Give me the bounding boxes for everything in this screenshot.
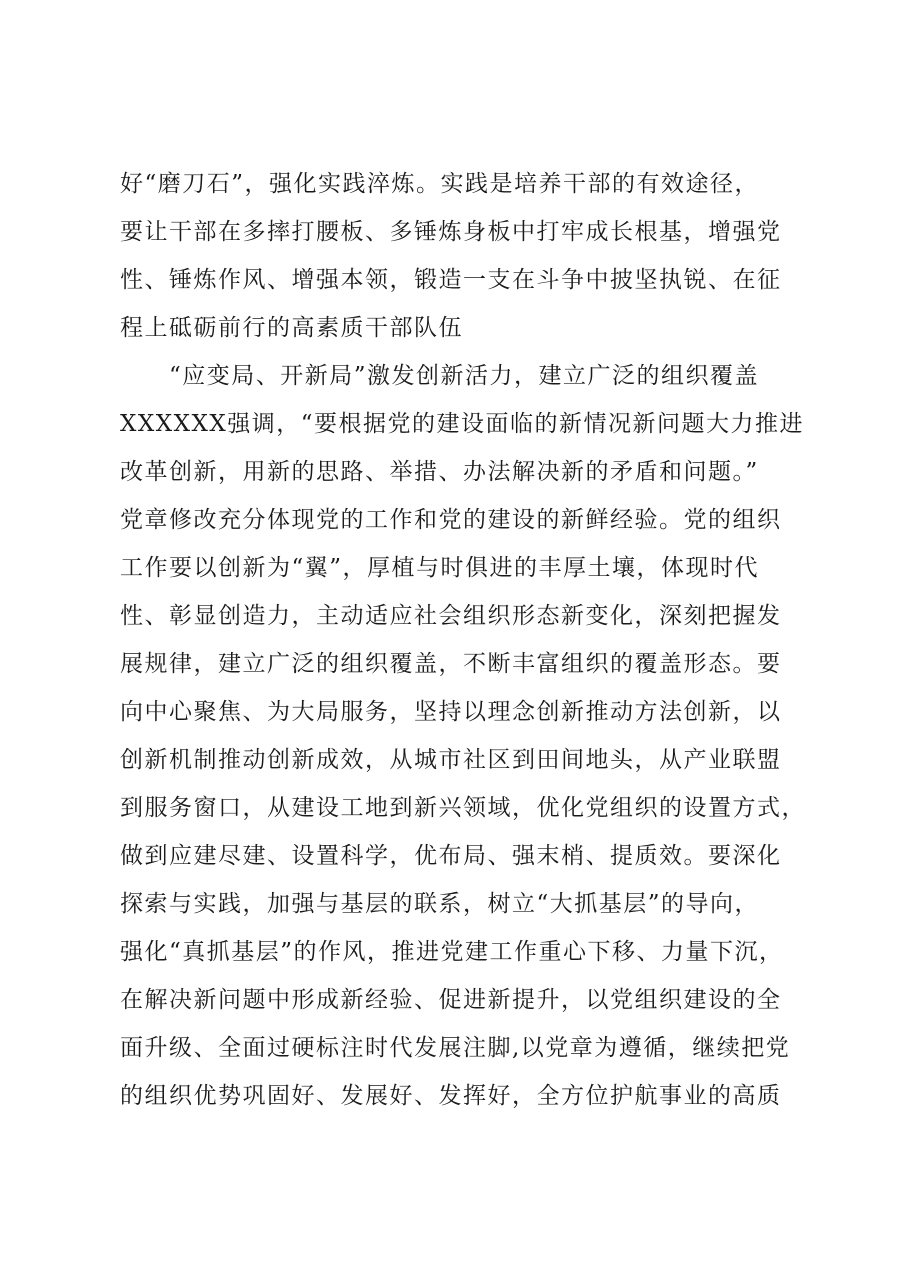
text-line: 展规律，建立广泛的组织覆盖，不断丰富组织的覆盖形态。要 — [120, 651, 782, 677]
text-line: 性、彰显创造力，主动适应社会组织形态新变化，深刻把握发 — [120, 603, 782, 629]
text-line: 向中心聚焦、为大局服务，坚持以理念创新推动方法创新，以 — [120, 699, 782, 725]
text-line: 在解决新问题中形成新经验、促进新提升，以党组织建设的全 — [120, 987, 782, 1013]
text-line: 程上砥砺前行的高素质干部队伍 — [120, 315, 463, 341]
text-line: 强化“真抓基层”的作风，推进党建工作重心下移、力量下沉， — [120, 939, 784, 965]
text-line: 面升级、全面过硬标注时代发展注脚,以党章为遵循，继续把党 — [120, 1035, 791, 1061]
text-line: 的组织优势巩固好、发展好、发挥好，全方位护航事业的高质 — [120, 1083, 782, 1109]
body-text — [120, 160, 810, 1120]
text-line: 好“磨刀石”，强化实践淬炼。实践是培养干部的有效途径， — [120, 171, 760, 197]
text-line: 探索与实践，加强与基层的联系，树立“大抓基层”的导向， — [120, 891, 760, 917]
text-line: 创新机制推动创新成效，从城市社区到田间地头，从产业联盟 — [120, 747, 782, 773]
text-line: “应变局、开新局”激发创新活力，建立广泛的组织覆盖 — [120, 363, 760, 389]
text-line: 要让干部在多摔打腰板、多锤炼身板中打牢成长根基，增强党 — [120, 219, 782, 245]
text-line: 工作要以创新为“翼”，厚植与时俱进的丰厚土壤，体现时代 — [120, 555, 760, 581]
text-line: 到服务窗口，从建设工地到新兴领域，优化党组织的设置方式， — [120, 795, 806, 821]
text-line: XXXXXX强调，“要根据党的建设面临的新情况新问题大力推进 — [120, 411, 805, 437]
text-line: 党章修改充分体现党的工作和党的建设的新鲜经验。党的组织 — [120, 507, 782, 533]
text-line: 性、锤炼作风、增强本领，锻造一支在斗争中披坚执锐、在征 — [120, 267, 782, 293]
text-line: 改革创新，用新的思路、举措、办法解决新的矛盾和问题。” — [120, 459, 759, 485]
text-line: 做到应建尽建、设置科学，优布局、强末梢、提质效。要深化 — [120, 843, 782, 869]
